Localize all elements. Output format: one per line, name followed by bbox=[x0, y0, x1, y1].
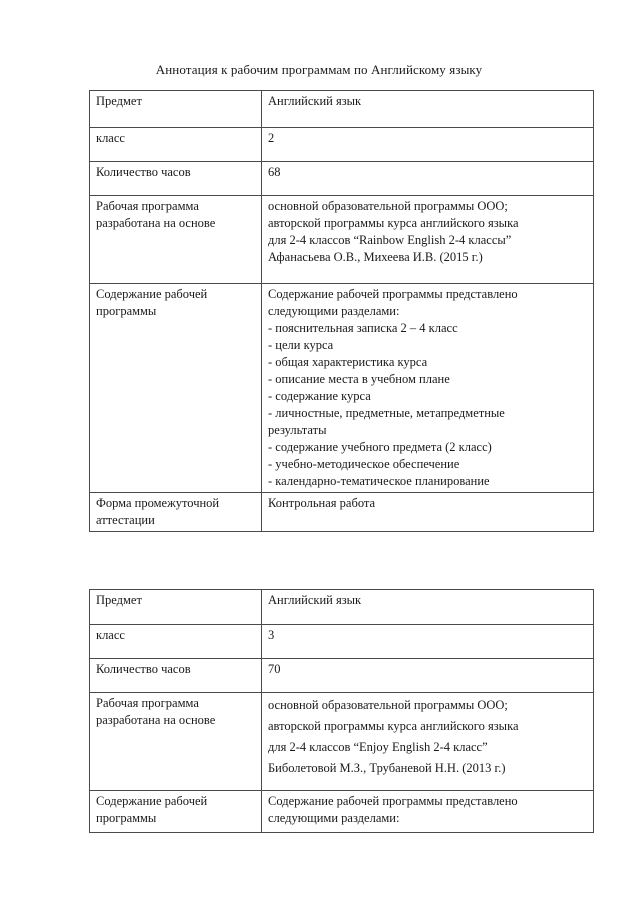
content-line: - содержание учебного предмета (2 класс) bbox=[268, 440, 492, 454]
basis-label bbox=[90, 693, 262, 791]
basis-label bbox=[90, 196, 262, 284]
subject-value: Английский язык bbox=[262, 590, 594, 625]
hours-label: Количество часов bbox=[90, 659, 262, 693]
content-line: результаты bbox=[268, 423, 327, 437]
content-line: - описание места в учебном плане bbox=[268, 372, 450, 386]
content-label bbox=[90, 284, 262, 493]
basis-value bbox=[262, 196, 594, 284]
table-row-hours bbox=[90, 659, 594, 693]
content-line: Содержание рабочей программы представлено bbox=[268, 287, 518, 301]
content-line: - личностные, предметные, метапредметные bbox=[268, 406, 505, 420]
table-row-subject bbox=[90, 590, 594, 625]
content-line: - пояснительная записка 2 – 4 класс bbox=[268, 321, 458, 335]
annotation-table-grade-3 bbox=[89, 589, 594, 833]
grade-value: 3 bbox=[262, 625, 594, 659]
table-row-hours bbox=[90, 162, 594, 196]
subject-label: Предмет bbox=[90, 91, 262, 128]
hours-label: Количество часов bbox=[90, 162, 262, 196]
assessment-label-text: Форма промежуточной аттестации bbox=[96, 496, 220, 527]
hours-value: 68 bbox=[262, 162, 594, 196]
table-row-grade bbox=[90, 625, 594, 659]
content-line: следующими разделами: bbox=[268, 304, 400, 318]
content-label bbox=[90, 791, 262, 833]
grade-label: класс bbox=[90, 128, 262, 162]
basis-line: для 2-4 классов “Rainbow English 2-4 классы” bbox=[268, 233, 512, 247]
basis-line: для 2-4 классов “Enjoy English 2-4 класс” bbox=[268, 740, 488, 754]
assessment-label bbox=[90, 493, 262, 532]
annotation-table-grade-2 bbox=[89, 90, 594, 532]
basis-line: основной образовательной программы ООО; bbox=[268, 698, 508, 712]
content-line: Содержание рабочей программы представлено bbox=[268, 794, 518, 808]
table-row-subject bbox=[90, 91, 594, 128]
basis-line: Афанасьева О.В., Михеева И.В. (2015 г.) bbox=[268, 250, 483, 264]
table-row-basis bbox=[90, 693, 594, 791]
basis-line: авторской программы курса английского языка bbox=[268, 216, 519, 230]
assessment-value: Контрольная работа bbox=[262, 493, 594, 532]
content-line: - календарно-тематическое планирование bbox=[268, 474, 490, 488]
basis-value bbox=[262, 693, 594, 791]
table-row-content bbox=[90, 284, 594, 493]
subject-value: Английский язык bbox=[262, 91, 594, 128]
content-line: - общая характеристика курса bbox=[268, 355, 428, 369]
content-label-text: Содержание рабочей программы bbox=[96, 287, 208, 318]
grade-value: 2 bbox=[262, 128, 594, 162]
content-label-text: Содержание рабочей программы bbox=[96, 794, 208, 825]
content-line: - содержание курса bbox=[268, 389, 371, 403]
grade-label: класс bbox=[90, 625, 262, 659]
document-title: Аннотация к рабочим программам по Английскому языку bbox=[155, 62, 483, 77]
basis-label-text: Рабочая программа разработана на основе bbox=[96, 696, 216, 727]
basis-label-text: Рабочая программа разработана на основе bbox=[96, 199, 216, 230]
content-line: - цели курса bbox=[268, 338, 334, 352]
table-row-grade bbox=[90, 128, 594, 162]
content-line: - учебно-методическое обеспечение bbox=[268, 457, 460, 471]
basis-line: Биболетовой М.З., Трубаневой Н.Н. (2013 г.) bbox=[268, 761, 506, 775]
basis-line: авторской программы курса английского языка bbox=[268, 719, 519, 733]
table-row-assessment bbox=[90, 493, 594, 532]
content-line: следующими разделами: bbox=[268, 811, 400, 825]
content-value bbox=[262, 791, 594, 833]
table-row-content bbox=[90, 791, 594, 833]
hours-value: 70 bbox=[262, 659, 594, 693]
table-row-basis bbox=[90, 196, 594, 284]
basis-line: основной образовательной программы ООО; bbox=[268, 199, 508, 213]
content-value bbox=[262, 284, 594, 493]
subject-label: Предмет bbox=[90, 590, 262, 625]
